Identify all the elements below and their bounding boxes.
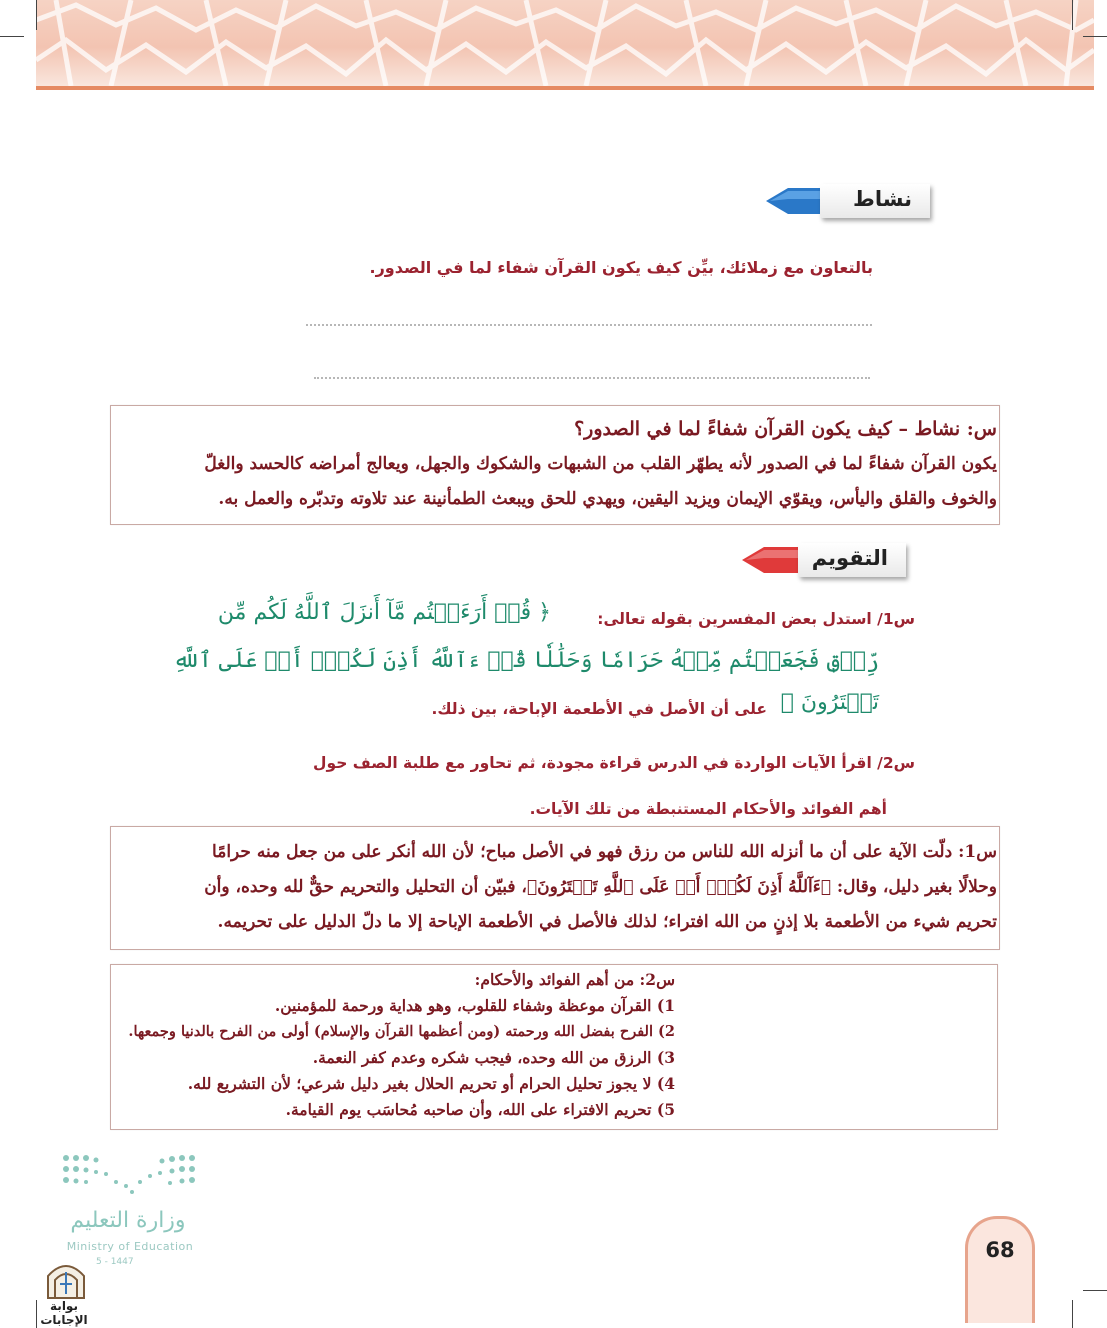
answer-list-item: 5) تحريم الافتراء على الله، وأن صاحبه مُحاسَب يوم القيامة. <box>285 1100 675 1119</box>
crop-mark <box>1072 0 1073 30</box>
ministry-name-english: Ministry of Education <box>66 1240 194 1253</box>
ministry-name-arabic: وزارة التعليم <box>70 1208 186 1233</box>
q1-verse-line: ﴿ قُلۡ أَرَءَيۡتُم مَّآ أَنزَلَ ٱللَّهُ لَكُم مِّن <box>217 600 551 625</box>
answer-text-line: تحريم شيء من الأطعمة بلا إذنٍ من الله افتراء؛ لذلك فالأصل في الأطعمة الإباحة إلا ما دلّ الدليل على تحريمه. <box>217 912 997 932</box>
answer-dotted-line <box>306 324 872 326</box>
activity-instruction: بالتعاون مع زملائك، بيِّن كيف يكون القرآن شفاء لما في الصدور. <box>369 258 873 277</box>
islamic-pattern-icon <box>36 0 1094 86</box>
q2-answer-box <box>110 964 998 1130</box>
answer-text-line: س1: دلّت الآية على أن ما أنزله الله للناس من رزق فهو في الأصل مباح؛ لأن الله أنكر على من جعل منه حرامًا <box>212 842 997 862</box>
q2-line: أهم الفوائد والأحكام المستنبطة من تلك الآيات. <box>529 800 887 818</box>
page-number: 68 <box>985 1238 1015 1262</box>
answer-text-line: والخوف والقلق واليأس، ويقوّي الإيمان ويزيد اليقين، ويهدي للحق ويبعث الطمأنينة عند تلاوته وتدبّره والعمل به. <box>218 489 997 509</box>
activity-answer-box <box>110 405 1000 525</box>
answer-question-line: س: نشاط – كيف يكون القرآن شفاءً لما في الصدور؟ <box>574 418 997 440</box>
q1-answer-box <box>110 826 1000 950</box>
crop-mark <box>1083 1290 1107 1291</box>
evaluation-section-tab <box>742 543 906 577</box>
page-number-frame <box>965 1216 1035 1323</box>
watermark-text: بوابة الإجابات <box>40 1299 88 1327</box>
q1-prefix: س1/ استدل بعض المفسرين بقوله تعالى: <box>597 610 915 628</box>
activity-tab-body <box>820 184 930 218</box>
q2-line: س2/ اقرأ الآيات الواردة في الدرس قراءة مجودة، ثم تحاور مع طلبة الصف حول <box>313 754 915 772</box>
answer-list-item: 3) الرزق من الله وحده، فيجب شكره وعدم كفر النعمة. <box>312 1048 675 1067</box>
answer-list-item: 4) لا يجوز تحليل الحرام أو تحريم الحلال بغير دليل شرعي؛ لأن التشريع لله. <box>187 1074 675 1093</box>
activity-arrow-icon <box>766 188 826 214</box>
evaluation-arrow-icon <box>742 547 804 573</box>
crop-mark <box>1083 36 1107 37</box>
answer-text-line: يكون القرآن شفاءً لما في الصدور لأنه يطهّر القلب من الشبهات والشكوك والجهل، ويعالج أمراضه كالحسد والغلّ <box>204 454 997 474</box>
answer-text-line: وحلالًا بغير دليل، وقال: ﴿ءَآللَّهُ أَذِنَ لَكُمۡۖ أَمۡ عَلَى ٱللَّهِ تَفۡتَرُونَ﴾، فبيّن أن التحليل والتحريم حقٌّ لله وحده، وأن <box>204 877 997 897</box>
answer-list-item: 2) الفرح بفضل الله ورحمته (ومن أعظمها القرآن والإسلام) أولى من الفرح بالدنيا وجمعها. <box>128 1023 675 1040</box>
activity-section-tab <box>766 184 930 218</box>
watermark-logo-icon <box>44 1256 88 1300</box>
evaluation-tab-label: التقويم <box>811 546 888 570</box>
header-divider-line <box>36 86 1094 90</box>
crop-mark <box>1072 1300 1073 1328</box>
crop-mark <box>0 36 24 37</box>
q1-verse-line: تَفۡتَرُونَ ﴾ <box>780 690 879 715</box>
answer-list-item: 1) القرآن موعظة وشفاء للقلوب، وهو هداية ورحمة للمؤمنين. <box>274 996 675 1015</box>
activity-tab-label: نشاط <box>853 187 912 211</box>
answer-heading: س2: من أهم الفوائد والأحكام: <box>474 970 675 989</box>
evaluation-tab-body <box>798 543 906 577</box>
ministry-logo-dots-icon <box>60 1152 200 1200</box>
ministry-year: 5 - 1447 <box>96 1257 134 1267</box>
q1-suffix: على أن الأصل في الأطعمة الإباحة، بين ذلك. <box>431 700 767 718</box>
answer-dotted-line <box>314 377 870 379</box>
crop-mark <box>36 0 37 30</box>
header-pattern-band <box>36 0 1094 86</box>
q1-verse-line: رِّزۡقٖ فَجَعَلۡتُم مِّنۡهُ حَرَامٗا وَحَلَٰلٗا قُلۡ ءَآللَّهُ أَذِنَ لَكُمۡۖ أَمۡ عَلَى ٱللَّهِ <box>173 648 879 673</box>
